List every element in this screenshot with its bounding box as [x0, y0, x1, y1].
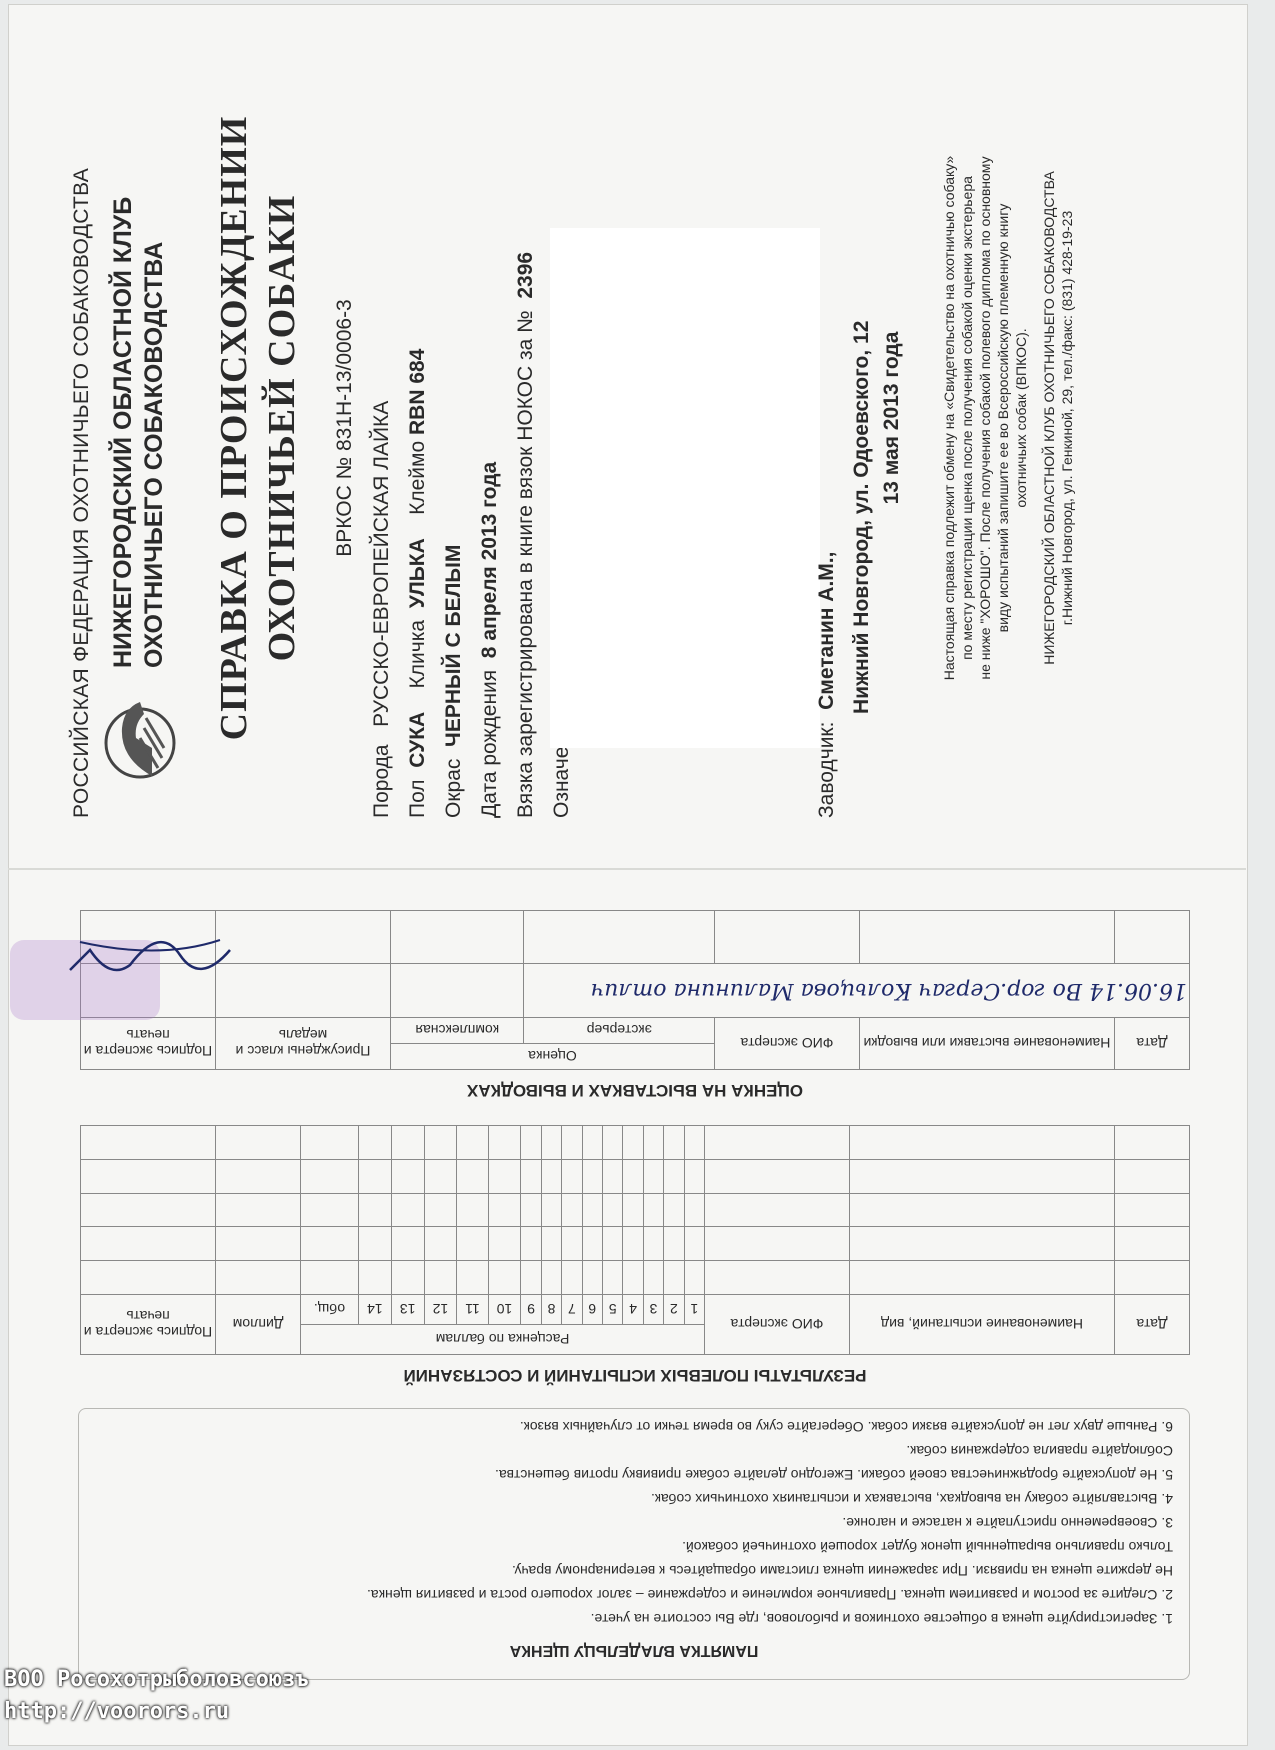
shows-table: [80, 910, 1190, 1070]
brand-value: RBN 684: [406, 348, 429, 436]
score-col: 9: [521, 1295, 541, 1325]
breeder-value: Сметанин А.М.,: [815, 551, 838, 710]
table-row: [81, 1261, 1190, 1295]
score-col: 1: [684, 1295, 704, 1325]
memo-line: Не держите щенка на привязи. При заражении щенка глистами обращайтесь к ветеринарному врачу.: [512, 1563, 1173, 1579]
shows-title: ОЦЕНКА НА ВЫСТАВКАХ И ВЫВОДКАХ: [466, 1081, 804, 1100]
memo-line: 5. Не допускайте бродяжничества своей собаки. Ежегодно делайте собаке прививку против бешенства.: [495, 1467, 1173, 1483]
table-row: [81, 1193, 1190, 1227]
breed-row: Порода РУССКО-ЕВРОПЕЙСКАЯ ЛАЙКА: [370, 400, 393, 818]
field-trials-table: [80, 1125, 1190, 1355]
score-col: 2: [664, 1295, 684, 1325]
mating-row: Вязка зарегистрирована в книге вязок НОКОС за № 2396: [514, 251, 537, 818]
redacted-area: [550, 228, 820, 748]
col-awards: Присуждены класс и медаль: [216, 1018, 391, 1070]
table-row: [81, 964, 1190, 1018]
breeder-address: Нижний Новгород, ул. Одоевского, 12: [850, 320, 873, 714]
birth-value: 8 апреля 2013 года: [478, 461, 501, 659]
score-col: 3: [643, 1295, 663, 1325]
puppy-owner-memo: [78, 1408, 1190, 1680]
field-trials-title: РЕЗУЛЬТАТЫ ПОЛЕВЫХ ИСПЫТАНИЙ И СОСТЯЗАНИЙ: [403, 1366, 867, 1385]
score-col: 10: [488, 1295, 521, 1325]
handwritten-entry: 16.06.14 Во гор.Сергач Кольцова Малинина отлич: [524, 964, 1190, 1018]
memo-line: 2. Следите за ростом и развитием щенка. Правильное кормление и содержание – залог хорошего роста и развития щенка.: [366, 1587, 1173, 1603]
exchange-note: Настоящая справка подлежит обмену на «Свидетельство на охотничью собаку» по месту регистрации щенка после получения собакой оценки экстерьера не ниже "ХОРОШО". После получения собакой полевого диплома по основному виду испытаний запишите ее во Всероссийскую племенную книгу охотничьих собак (ВПКОС).: [941, 155, 1029, 681]
col-scores: Расценка по баллам: [301, 1325, 705, 1355]
col-complex: комплексная: [391, 1018, 525, 1044]
owner-pages: [70, 870, 1190, 1690]
score-col: 12: [424, 1295, 457, 1325]
col-rating: Оценка: [391, 1044, 715, 1070]
sex-value: СУКА: [406, 711, 429, 768]
color-row: Окрас ЧЕРНЫЙ С БЕЛЫМ: [442, 544, 465, 818]
issue-date: 13 мая 2013 года: [880, 331, 903, 505]
origin-certificate: [70, 18, 1075, 818]
dog-name-value: УЛЬКА: [406, 538, 429, 609]
col-trial-name: Наименование испытаний, вид: [850, 1295, 1115, 1355]
col-expert: ФИО эксперта: [715, 1018, 860, 1070]
expert-signature: [60, 930, 240, 990]
club-contacts: НИЖЕГОРОДСКИЙ ОБЛАСТНОЙ КЛУБ ОХОТНИЧЬЕГО СОБАКОВОДСТВА г.Нижний Новгород, ул. Генкиной, 29, тел./факс: (831) 428-19-23: [1041, 171, 1075, 665]
score-col: 7: [562, 1295, 582, 1325]
breeder-row: Заводчик: Сметанин А.М.,: [815, 551, 838, 818]
col-expert: ФИО эксперта: [705, 1295, 850, 1355]
sex-name-row: Пол СУКА Кличка УЛЬКА Клеймо RBN 684: [406, 348, 429, 818]
score-col: 14: [358, 1295, 391, 1325]
memo-line: 6. Раньше двух лет не допускайте вязки собак. Оберегайте суку во время течки от случайных вязок.: [519, 1419, 1173, 1435]
col-date: Дата: [1115, 1295, 1190, 1355]
color-value: ЧЕРНЫЙ С БЕЛЫМ: [442, 544, 465, 747]
col-show-name: Наименование выставки или выводки: [860, 1018, 1115, 1070]
breed-value: РУССКО-ЕВРОПЕЙСКАЯ ЛАЙКА: [370, 400, 393, 727]
memo-title: ПАМЯТКА ВЛАДЕЛЬЦУ ЩЕНКА: [509, 1642, 759, 1659]
memo-line: 4. Выставляйте собаку на выводках, выставках и испытаниях охотничьих собак.: [650, 1491, 1173, 1507]
hunting-dog-logo-icon: [100, 688, 178, 798]
memo-line: Только правильно выращенный щенок будет хорошей охотничьей собакой.: [682, 1539, 1173, 1555]
table-row: [81, 1227, 1190, 1261]
table-row: [81, 1159, 1190, 1193]
score-col: 13: [391, 1295, 424, 1325]
federation-heading: РОССИЙСКАЯ ФЕДЕРАЦИЯ ОХОТНИЧЬЕГО СОБАКОВОДСТВА: [70, 167, 93, 818]
col-signature: Подпись эксперта и печать: [81, 1295, 216, 1355]
col-date: Дата: [1115, 1018, 1190, 1070]
document-title: СПРАВКА О ПРОИСХОЖДЕНИИ ОХОТНИЧЬЕЙ СОБАКИ: [213, 115, 303, 741]
score-col: 4: [623, 1295, 643, 1325]
memo-line: 3. Своевременно приступайте к натаске и нагонке.: [842, 1515, 1173, 1531]
site-watermark: ВОО Росохотрыболовсоюзъ http://voorors.ru: [4, 1667, 309, 1724]
memo-line: 1. Зарегистрируйте щенка в обществе охотников и рыболовов, где Вы состоите на учете.: [590, 1611, 1173, 1627]
vrkos-number: ВРКОС № 831Н-13/0006-3: [333, 299, 356, 557]
col-diploma: Диплом: [216, 1295, 301, 1355]
score-col: 5: [602, 1295, 622, 1325]
mating-number: 2396: [514, 251, 537, 299]
col-exterior: экстерьер: [524, 1018, 715, 1044]
score-col: 6: [582, 1295, 602, 1325]
club-name: НИЖЕГОРОДСКИЙ ОБЛАСТНОЙ КЛУБ ОХОТНИЧЬЕГО СОБАКОВОДСТВА: [109, 196, 168, 668]
memo-line: Соблюдайте правила содержания собак.: [906, 1443, 1173, 1459]
table-row: [81, 911, 1190, 964]
col-signature: Подпись эксперта и печать: [81, 1018, 216, 1070]
score-col: общ.: [301, 1295, 359, 1325]
score-col: 11: [457, 1295, 488, 1325]
score-col: 8: [541, 1295, 561, 1325]
birth-row: Дата рождения 8 апреля 2013 года: [478, 461, 501, 818]
table-row: [81, 1126, 1190, 1160]
